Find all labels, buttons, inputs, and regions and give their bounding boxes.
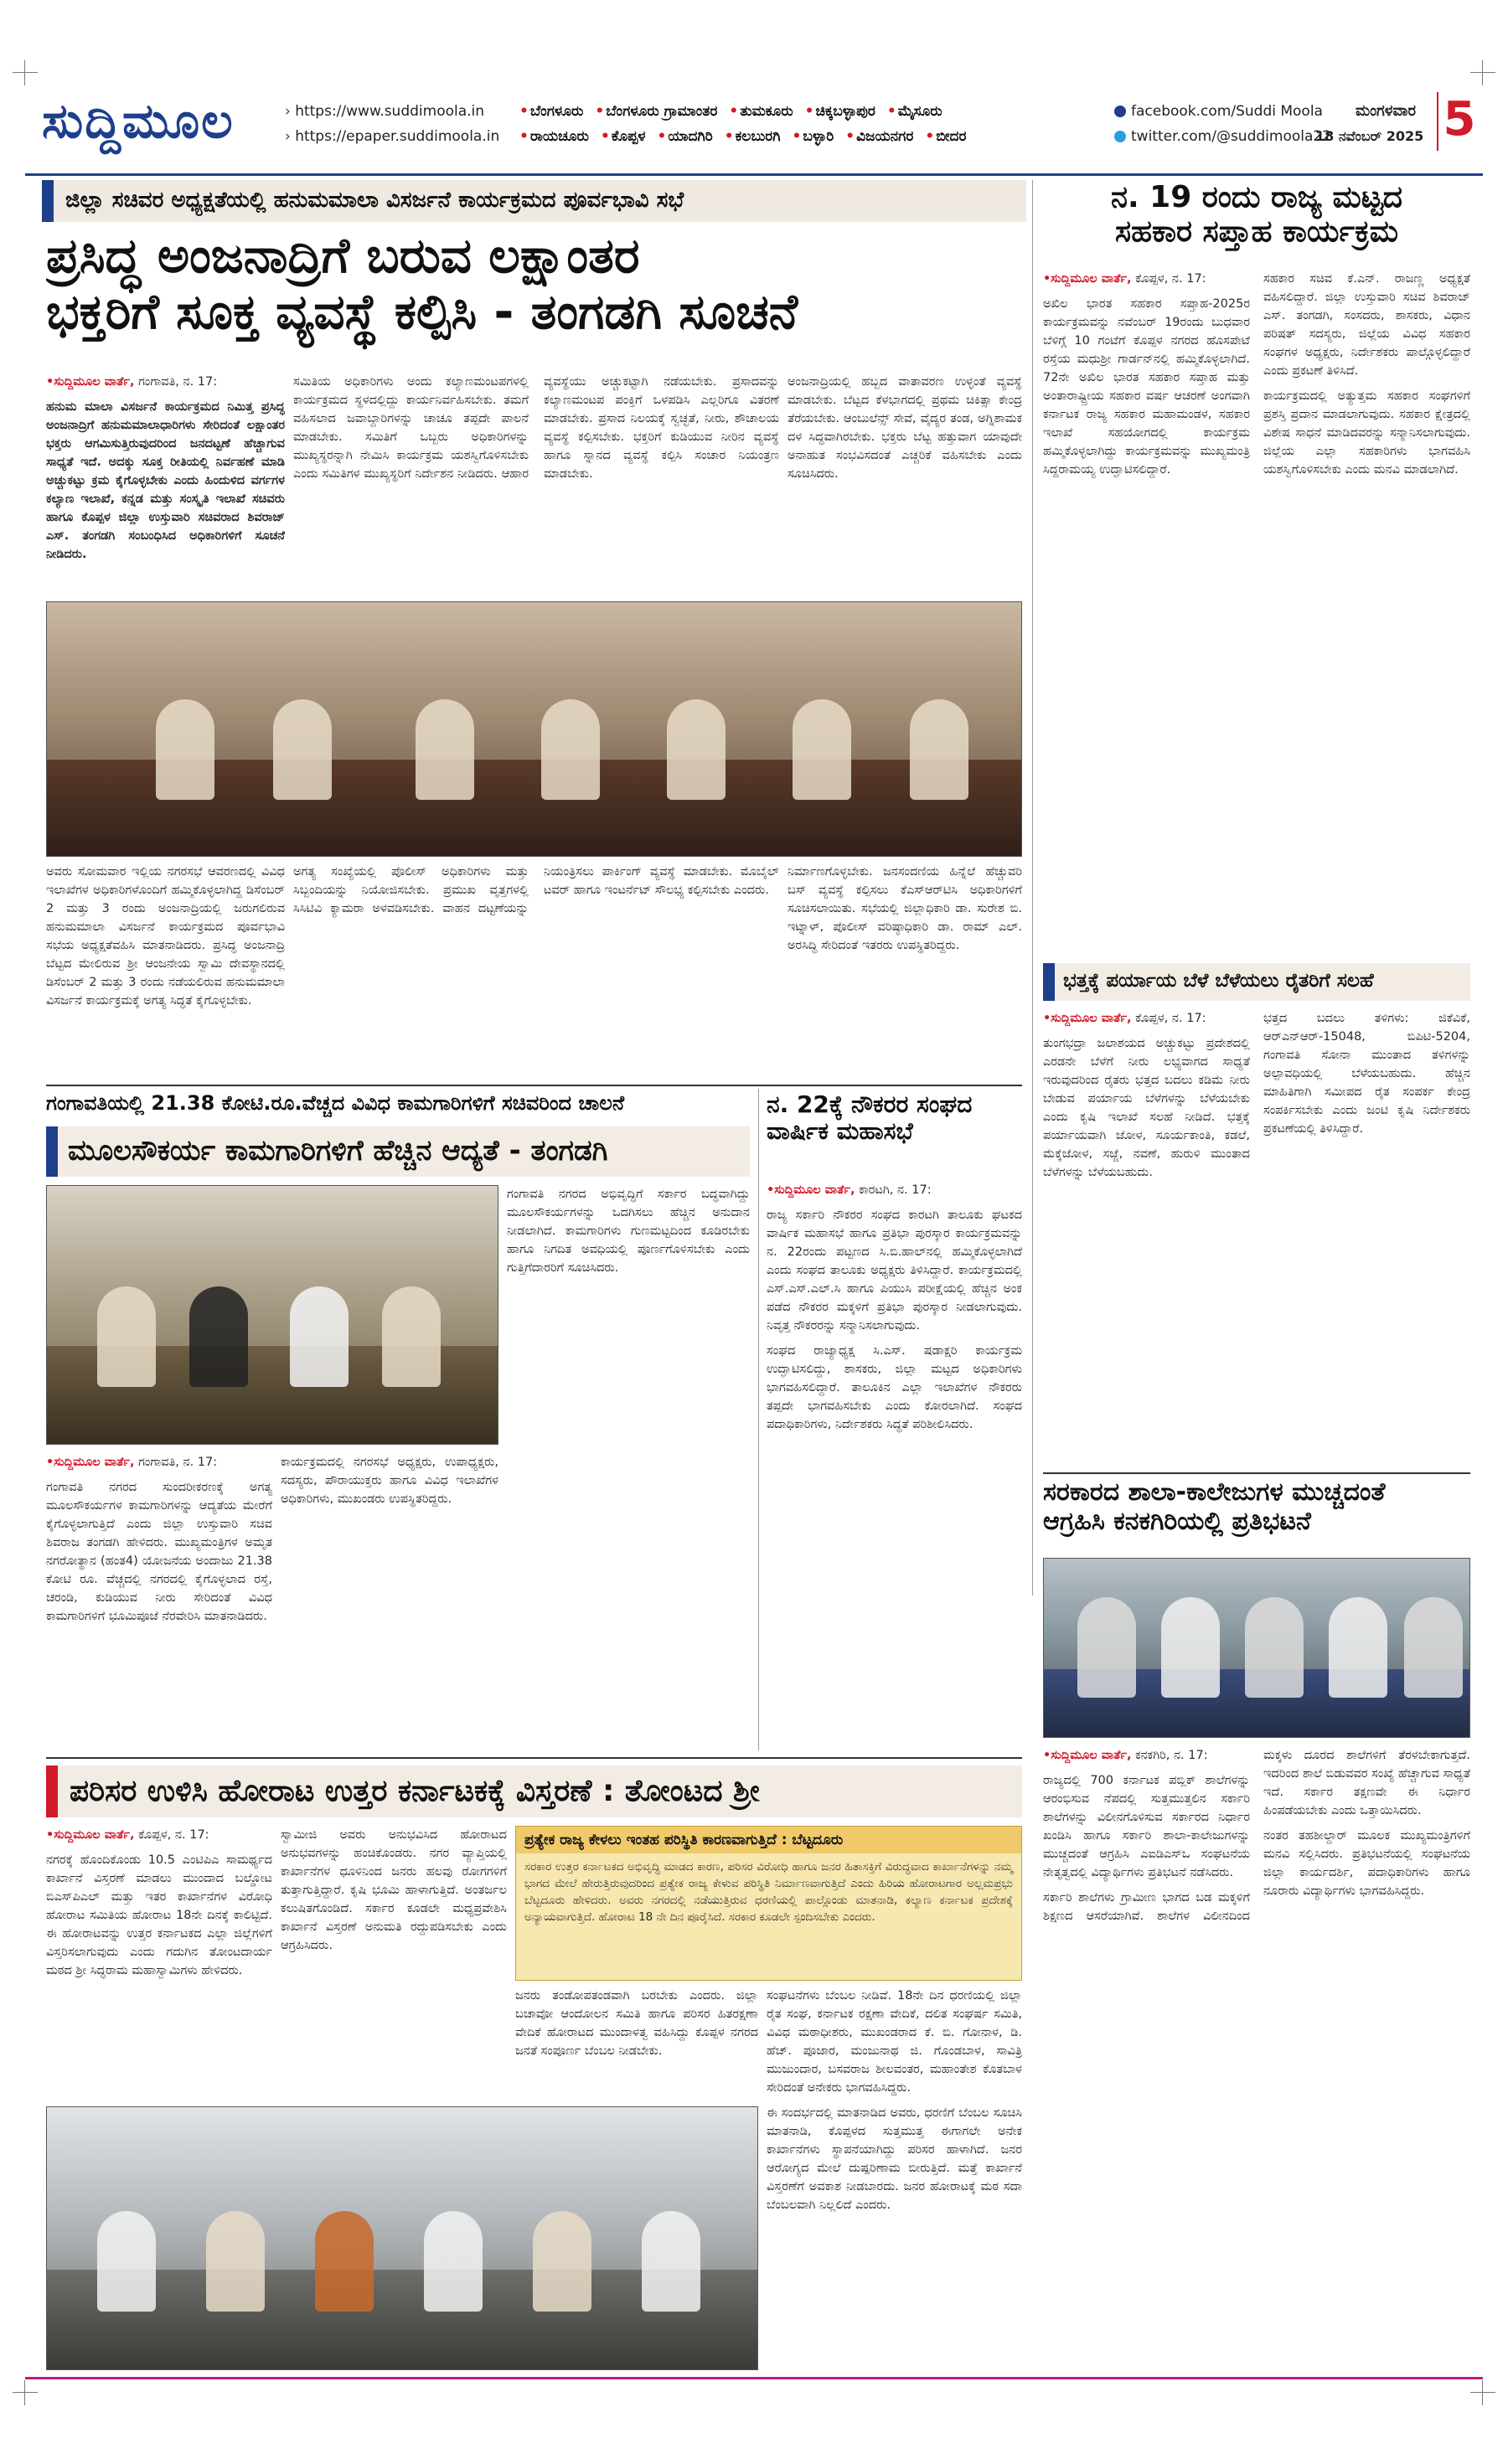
sahakara-headline-line2: ಸಹಕಾರ ಸಪ್ತಾಹ ಕಾರ್ಯಕ್ರಮ [1114, 214, 1399, 250]
city-item: • ಮೈಸೂರು [887, 103, 942, 120]
lead-column-3 [788, 373, 1022, 595]
lead-after-photo: ಅವರು ಸೋಮವಾರ ಇಲ್ಲಿಯ ನಗರಸಭೆ ಆವರಣದಲ್ಲಿ ವಿವಿಧ ಇಲಾಖೆಗಳ ಅಧಿಕಾರಿಗಳೊಂದಿಗೆ ಹಮ್ಮಿಕೊಳ್ಳಲಾಗಿದ್ದ ಡಿಸೆಂಬರ್ 2 ಮತ್ತು 3 ರಂದು ಅಂಜನಾದ್ರಿಯಲ್ಲಿ ಜರುಗಲಿರುವ ಹನುಮಮಾಲಾ ವಿಸರ್ಜನೆ ಕಾರ್ಯಕ್ರಮದ ಪೂರ್ವಭಾವಿ ಸಭೆಯ ಅಧ್ಯಕ್ಷತೆವಹಿಸಿ ಮಾತನಾಡಿದರು. ಪ್ರಸಿದ್ಧ ಅಂಜನಾದ್ರಿ ಬೆಟ್ಟದ ಮೇಲಿರುವ ಶ್ರೀ ಆಂಜನೇಯ ಸ್ವಾಮಿ ದೇವಸ್ಥಾನದಲ್ಲಿ ಡಿಸೆಂಬರ್ 2 ಮತ್ತು 3 ರಂದು ನಡೆಯಲಿರುವ ಹನುಮಮಾಲಾ ವಿಸರ್ಜನೆ ಕಾರ್ಯಕ್ರಮಕ್ಕೆ ಅಗತ್ಯ ಸಿದ್ಧತೆ ಕೈಗೊಳ್ಳಬೇಕು. [46, 865, 285, 1008]
naukar-headline-line1: ನ. 22ಕ್ಕೆ ನೌಕರರ ಸಂಘದ [767, 1091, 973, 1118]
city-item: • ರಾಯಚೂರು [519, 128, 589, 145]
parisara-column-2 [281, 1826, 507, 2098]
issue-date-text: 18 ನವೆಂಬರ್ 2025 [1315, 128, 1424, 144]
parisara-box-title: ಪ್ರತ್ಯೇಕ ರಾಜ್ಯ ಕೇಳಲು ಇಂತಹ ಪರಿಸ್ಥಿತಿ ಕಾರಣವಾಗುತ್ತಿದೆ : ಬೆಟ್ಟದೂರು [516, 1827, 1021, 1853]
gangavati-headline-box [46, 1126, 750, 1177]
gangavati-body: ಗಂಗಾವತಿ ನಗರದ ಸುಂದರೀಕರಣಕ್ಕೆ ಅಗತ್ಯ ಮೂಲಸೌಕರ್ಯಗಳ ಕಾಮಗಾರಿಗಳನ್ನು ಆದ್ಯತೆಯ ಮೇರೆಗೆ ಕೈಗೊಳ್ಳಲಾಗುತ್ತಿದೆ ಎಂದು ಜಿಲ್ಲಾ ಉಸ್ತುವಾರಿ ಸಚಿವ ಶಿವರಾಜ ತಂಗಡಗಿ ಹೇಳಿದರು. ಮುಖ್ಯಮಂತ್ರಿಗಳ ಅಮೃತ ನಗರೋತ್ಥಾನ (ಹಂತ4) ಯೋಜನೆಯ ಅಂದಾಜು 21.38 ಕೋಟಿ ರೂ. ವೆಚ್ಚದಲ್ಲಿ ನಗರದಲ್ಲಿ ಕೈಗೊಳ್ಳಲಾದ ರಸ್ತೆ, ಚರಂಡಿ, ಕುಡಿಯುವ ನೀರು ಸೇರಿದಂತೆ ವಿವಿಧ ಕಾಮಗಾರಿಗಳಿಗೆ ಭೂಮಿಪೂಜೆ ನೆರವೇರಿಸಿ ಮಾತನಾಡಿದರು. [46, 1481, 272, 1623]
page-bottom-rule [25, 2377, 1483, 2379]
lead-kicker-box [42, 180, 1026, 222]
sahakara-body-text-3: ಕಾರ್ಯಕ್ರಮದಲ್ಲಿ ಅತ್ಯುತ್ತಮ ಸಹಕಾರ ಸಂಘಗಳಿಗೆ ಪ್ರಶಸ್ತಿ ಪ್ರದಾನ ಮಾಡಲಾಗುವುದು. ಸಹಕಾರ ಕ್ಷೇತ್ರದಲ್ಲಿ ವಿಶೇಷ ಸಾಧನೆ ಮಾಡಿದವರನ್ನು ಸನ್ಮಾನಿಸಲಾಗುವುದು. ಜಿಲ್ಲೆಯ ಎಲ್ಲಾ ಸಹಕಾರಿಗಳು ಭಾಗವಹಿಸಿ ಯಶಸ್ವಿಗೊಳಿಸಬೇಕು ಎಂದು ಮನವಿ ಮಾಡಲಾಗಿದೆ. [1263, 389, 1470, 477]
city-item: • ಕೊಪ್ಪಳ [601, 128, 646, 145]
parisara-body-5: ಸಂಘಟನೆಗಳು ಬೆಂಬಲ ನೀಡಿವೆ. 18ನೇ ದಿನ ಧರಣಿಯಲ್ಲಿ ಜಿಲ್ಲಾ ರೈತ ಸಂಘ, ಕರ್ನಾಟಕ ರಕ್ಷಣಾ ವೇದಿಕೆ, ದಲಿತ ಸಂಘರ್ಷ ಸಮಿತಿ, ವಿವಿಧ ಮಠಾಧೀಶರು, ಮುಖಂಡರಾದ ಕೆ. ಬಿ. ಗೋನಾಳ, ಡಿ. ಹೆಚ್. ಪೂಜಾರ, ಮಂಜುನಾಥ ಜಿ. ಗೊಂಡಬಾಳ, ಸಾವಿತ್ರಿ ಮುಜುಂದಾರ, ಬಸವರಾಜ ಶೀಲವಂತರ, ಮಹಾಂತೇಶ ಕೊತಬಾಳ ಸೇರಿದಂತೆ ಅನೇಕರು ಭಾಗವಹಿಸಿದ್ದರು. [767, 1989, 1022, 2095]
dateline: ಕನಕಗಿರಿ, ನ. 17: [1131, 1749, 1208, 1762]
parisara-photo [46, 2106, 758, 2370]
byline: •ಸುದ್ದಿಮೂಲ ವಾರ್ತೆ, [1043, 272, 1132, 286]
city-item: • ಬಳ್ಳಾರಿ [793, 128, 834, 145]
gangavati-column-1 [46, 1453, 272, 1746]
parisara-headline: ಪರಿಸರ ಉಳಿಸಿ ಹೋರಾಟ ಉತ್ತರ ಕರ್ನಾಟಕಕ್ಕೆ ವಿಸ್ತರಣೆ : ತೋಂಟದ ಶ್ರೀ [70, 1774, 760, 1808]
shale-headline-line1: ಸರಕಾರದ ಶಾಲಾ-ಕಾಲೇಜುಗಳ ಮುಚ್ಚದಂತೆ [1043, 1478, 1386, 1507]
section-divider [46, 1085, 1022, 1086]
city-item: • ಕಲಬುರಗಿ [725, 128, 781, 145]
city-item: • ಬೀದರ [925, 128, 966, 145]
twitter-link[interactable]: twitter.com/@suddimoola22 [1131, 128, 1332, 145]
parisara-body: ನಗರಕ್ಕೆ ಹೊಂದಿಕೊಂಡು 10.5 ಎಂಟಿಪಿಎ ಸಾಮರ್ಥ್ಯದ ಕಾರ್ಖಾನೆ ವಿಸ್ತರಣೆ ಮಾಡಲು ಮುಂದಾದ ಬಲ್ಡೋಟ ಬಿಎಸ್‌ಪಿಎಲ್ ಮತ್ತು ಇತರ ಕಾರ್ಖಾನೆಗಳ ವಿರೋಧಿ ಹೋರಾಟ ಸಮಿತಿಯ ಹೋರಾಟ 18ನೇ ದಿನಕ್ಕೆ ಕಾಲಿಟ್ಟಿದೆ. ಈ ಹೋರಾಟವನ್ನು ಉತ್ತರ ಕರ್ನಾಟಕದ ಎಲ್ಲಾ ಜಿಲ್ಲೆಗಳಿಗೆ ವಿಸ್ತರಿಸಲಾಗುವುದು ಎಂದು ಗದುಗಿನ ತೋಂಟದಾರ್ಯ ಮಠದ ಶ್ರೀ ಸಿದ್ಧರಾಮ ಮಹಾಸ್ವಾಮಿಗಳು ಹೇಳಿದರು. [46, 1853, 272, 1977]
sahakara-headline [1043, 180, 1470, 264]
twitter-icon [1114, 131, 1126, 142]
city-item: • ಬೆಂಗಳೂರು [519, 103, 583, 120]
lead-column-2 [293, 373, 779, 595]
url-list [285, 99, 499, 149]
gangavati-kicker: ಗಂಗಾವತಿಯಲ್ಲಿ 21.38 ಕೋಟಿ.ರೂ.ವೆಚ್ಚದ ವಿವಿಧ ಕಾಮಗಾರಿಗಳಿಗೆ ಸಚಿವರಿಂದ ಚಾಲನೆ [46, 1091, 625, 1115]
city-item: • ವಿಜಯನಗರ [845, 128, 913, 145]
page-number: 5 [1437, 92, 1480, 151]
lead-intro: ಹನುಮ ಮಾಲಾ ವಿಸರ್ಜನೆ ಕಾರ್ಯಕ್ರಮದ ನಿಮಿತ್ತ ಪ್ರಸಿದ್ಧ ಅಂಜನಾದ್ರಿಗೆ ಹನುಮಮಾಲಾಧಾರಿಗಳು ಸೇರಿದಂತೆ ಲಕ್ಷಾಂತರ ಭಕ್ತರು ಆಗಮಿಸುತ್ತಿರುವುದರಿಂದ ಜನದಟ್ಟಣೆ ಹೆಚ್ಚಾಗುವ ಸಾಧ್ಯತೆ ಇದೆ. ಅದಕ್ಕು ಸೂಕ್ತ ರೀತಿಯಲ್ಲಿ ನಿರ್ವಹಣೆ ಮಾಡಿ ಅಚ್ಚುಕಟ್ಟು ಕ್ರಮ ಕೈಗೊಳ್ಳಬೇಕು ಎಂದು ಹಿಂದುಳಿದ ವರ್ಗಗಳ ಕಲ್ಯಾಣ ಇಲಾಖೆ, ಕನ್ನಡ ಮತ್ತು ಸಂಸ್ಕೃತಿ ಇಲಾಖೆ ಸಚಿವರು ಹಾಗೂ ಕೊಪ್ಪಳ ಜಿಲ್ಲಾ ಉಸ್ತುವಾರಿ ಸಚಿವರಾದ ಶಿವರಾಜ್ ಎಸ್. ತಂಗಡಗಿ ಸಂಬಂಧಿಸಿದ ಅಧಿಕಾರಿಗಳಿಗೆ ಸೂಚನೆ ನೀಡಿದರು. [46, 400, 285, 561]
dateline: ಕೊಪ್ಪಳ, ನ. 17: [1131, 1012, 1206, 1025]
newspaper-logo: ಸುದ್ದಿಮೂಲ [42, 92, 235, 149]
parisara-body-4: ಜನರು ತಂಡೋಪತಂಡವಾಗಿ ಬರಬೇಕು ಎಂದರು. ಜಿಲ್ಲಾ ಬಚಾವೋ ಆಂದೋಲನ ಸಮಿತಿ ಹಾಗೂ ಪರಿಸರ ಹಿತರಕ್ಷಣಾ ವೇದಿಕೆ ಹೋರಾಟದ ಮುಂದಾಳತ್ವ ವಹಿಸಿದ್ದು ಕೊಪ್ಪಳ ನಗರದ ಜನತೆ ಸಂಪೂರ್ಣ ಬೆಂಬಲ ನೀಡಬೇಕು. [515, 1989, 758, 2058]
city-item: • ಯಾದಗಿರಿ [657, 128, 712, 145]
dateline: ಕಾರಟಗಿ, ನ. 17: [855, 1183, 932, 1197]
crop-mark-top-right [1470, 60, 1495, 85]
lead-photo [46, 601, 1022, 857]
lead-headline [46, 228, 1022, 362]
epaper-link[interactable]: › https://epaper.suddimoola.in [285, 124, 499, 149]
dateline: ಗಂಗಾವತಿ, ನ. 17: [134, 1456, 218, 1469]
gangavati-column-3 [507, 1185, 750, 1746]
issue-day: ಮಂಗಳವಾರ [1355, 102, 1416, 120]
shale-headline-line2: ಆಗ್ರಹಿಸಿ ಕನಕಗಿರಿಯಲ್ಲಿ ಪ್ರತಿಭಟನೆ [1043, 1506, 1311, 1536]
city-item: • ಚಿಕ್ಕಬಳ್ಳಾಪುರ [805, 103, 875, 120]
byline: •ಸುದ್ದಿಮೂಲ ವಾರ್ತೆ, [767, 1183, 855, 1197]
section-divider [1043, 1472, 1470, 1474]
gangavati-photo [46, 1185, 498, 1445]
byline: •ಸುದ್ದಿಮೂಲ ವಾರ್ತೆ, [46, 375, 135, 389]
shale-body-text-3: ನಂತರ ತಹಶೀಲ್ದಾರ್ ಮೂಲಕ ಮುಖ್ಯಮಂತ್ರಿಗಳಿಗೆ ಮನವಿ ಸಲ್ಲಿಸಿದರು. ಪ್ರತಿಭಟನೆಯಲ್ಲಿ ಸಂಘಟನೆಯ ಜಿಲ್ಲಾ ಕಾರ್ಯದರ್ಶಿ, ಪದಾಧಿಕಾರಿಗಳು ಹಾಗೂ ನೂರಾರು ವಿದ್ಯಾರ್ಥಿಗಳು ಭಾಗವಹಿಸಿದ್ದರು. [1263, 1829, 1470, 1898]
issue-date [1315, 99, 1424, 149]
sahakara-body [1043, 270, 1470, 956]
facebook-icon [1114, 106, 1126, 117]
naukar-body-text-2: ಸಂಘದ ರಾಜ್ಯಾಧ್ಯಕ್ಷ ಸಿ.ಎಸ್. ಷಡಾಕ್ಷರಿ ಕಾರ್ಯಕ್ರಮ ಉದ್ಘಾಟಿಸಲಿದ್ದು, ಶಾಸಕರು, ಜಿಲ್ಲಾ ಮಟ್ಟದ ಅಧಿಕಾರಿಗಳು ಭಾಗವಹಿಸಲಿದ್ದಾರೆ. ತಾಲೂಕಿನ ಎಲ್ಲಾ ಇಲಾಖೆಗಳ ನೌಕರರು ತಪ್ಪದೇ ಭಾಗವಹಿಸಬೇಕು ಎಂದು ಕೋರಲಾಗಿದೆ. ಸಂಘದ ಪದಾಧಿಕಾರಿಗಳು, ನಿರ್ದೇಶಕರು ಸಿದ್ಧತೆ ಪರಿಶೀಲಿಸಿದರು. [767, 1344, 1022, 1431]
gangavati-body-2: ಗಂಗಾವತಿ ನಗರದ ಅಭಿವೃದ್ಧಿಗೆ ಸರ್ಕಾರ ಬದ್ಧವಾಗಿದ್ದು ಮೂಲಸೌಕರ್ಯಗಳನ್ನು ಒದಗಿಸಲು ಹೆಚ್ಚಿನ ಅನುದಾನ ನೀಡಲಾಗಿದೆ. ಕಾಮಗಾರಿಗಳು ಗುಣಮಟ್ಟದಿಂದ ಕೂಡಿರಬೇಕು ಹಾಗೂ ನಿಗದಿತ ಅವಧಿಯಲ್ಲಿ ಪೂರ್ಣಗೊಳಿಸಬೇಕು ಎಂದು ಗುತ್ತಿಗೆದಾರರಿಗೆ ಸೂಚಿಸಿದರು. [507, 1188, 750, 1275]
shale-body-text-2: ಸರ್ಕಾರಿ ಶಾಲೆಗಳು ಗ್ರಾಮೀಣ ಭಾಗದ ಬಡ ಮಕ್ಕಳಿಗೆ ಶಿಕ್ಷಣದ ಆಸರೆಯಾಗಿವೆ. ಶಾಲೆಗಳ ವಿಲೀನದಿಂದ ಮಕ್ಕಳು ದೂರದ ಶಾಲೆಗಳಿಗೆ ತೆರಳಬೇಕಾಗುತ್ತದೆ. ಇದರಿಂದ ಶಾಲೆ ಬಿಡುವವರ ಸಂಖ್ಯೆ ಹೆಚ್ಚಾಗುವ ಸಾಧ್ಯತೆ ಇದೆ. ಸರ್ಕಾರ ತಕ್ಷಣವೇ ಈ ನಿರ್ಧಾರ ಹಿಂಪಡೆಯಬೇಕು ಎಂದು ಒತ್ತಾಯಿಸಿದರು. [1043, 1749, 1470, 1923]
shale-photo [1043, 1558, 1470, 1738]
city-item: • ತುಮಕೂರು [729, 103, 793, 120]
lead-column-6 [788, 863, 1022, 1076]
naukar-headline [767, 1091, 1022, 1175]
masthead [25, 84, 1483, 176]
bhatta-headline: ಭತ್ತಕ್ಕೆ ಪರ್ಯಾಯ ಬೆಳೆ ಬೆಳೆಯಲು ರೈತರಿಗೆ ಸಲಹೆ [1063, 970, 1374, 992]
naukar-headline-line2: ವಾರ್ಷಿಕ ಮಹಾಸಭೆ [767, 1117, 913, 1146]
section-divider [46, 1757, 1022, 1759]
sahakara-headline-line1: ನ. 19 ರಂದು ರಾಜ್ಯ ಮಟ್ಟದ [1110, 180, 1403, 214]
social-links [1114, 99, 1331, 149]
bhatta-headline-box [1043, 963, 1470, 1001]
parisara-box-text: ಸರಕಾರ ಉತ್ತರ ಕರ್ನಾಟಕದ ಅಭಿವೃದ್ಧಿ ಮಾಡದ ಕಾರಣ, ಪರಿಸರ ವಿರೋಧಿ ಹಾಗೂ ಜನರ ಹಿತಾಸಕ್ತಿಗೆ ವಿರುದ್ಧವಾದ ಕಾರ್ಖಾನೆಗಳನ್ನು ನಮ್ಮ ಭಾಗದ ಮೇಲೆ ಹೇರುತ್ತಿರುವುದರಿಂದ ಪ್ರತ್ಯೇಕ ರಾಜ್ಯ ಕೇಳುವ ಪರಿಸ್ಥಿತಿ ನಿರ್ಮಾಣವಾಗುತ್ತಿದೆ ಎಂದು ಹಿರಿಯ ಹೋರಾಟಗಾರ ಅಲ್ಲಮಪ್ರಭು ಬೆಟ್ಟದೂರು ಹೇಳಿದರು. ಅವರು ನಗರದಲ್ಲಿ ನಡೆಯುತ್ತಿರುವ ಧರಣಿಯಲ್ಲಿ ಪಾಲ್ಗೊಂಡು ಮಾತನಾಡಿ, ಕಲ್ಯಾಣ ಕರ್ನಾಟಕ ಪ್ರದೇಶಕ್ಕೆ ಅನ್ಯಾಯವಾಗುತ್ತಿದೆ. ಹೋರಾಟ 18 ನೇ ದಿನ ಪೂರೈಸಿದೆ. ಸರಕಾರ ಕೂಡಲೇ ಸ್ಪಂದಿಸಬೇಕು ಎಂದರು. [524, 1860, 1013, 1924]
gangavati-body-3: ಕಾರ್ಯಕ್ರಮದಲ್ಲಿ ನಗರಸಭೆ ಅಧ್ಯಕ್ಷರು, ಉಪಾಧ್ಯಕ್ಷರು, ಸದಸ್ಯರು, ಪೌರಾಯುಕ್ತರು ಹಾಗೂ ವಿವಿಧ ಇಲಾಖೆಗಳ ಅಧಿಕಾರಿಗಳು, ಮುಖಂಡರು ಉಪಸ್ಥಿತರಿದ್ದರು. [281, 1456, 498, 1506]
lead-column-5 [293, 863, 779, 1076]
dateline: ಕೊಪ್ಪಳ, ನ. 17: [134, 1828, 209, 1842]
byline: •ಸುದ್ದಿಮೂಲ ವಾರ್ತೆ, [46, 1456, 135, 1469]
shale-headline [1043, 1478, 1470, 1554]
parisara-side-box [515, 1826, 1022, 1981]
parisara-headline-box [46, 1766, 1022, 1817]
crop-mark-bottom-left [13, 2380, 38, 2405]
lead-after-photo-3: ನಿರ್ಮಾಣಗೊಳ್ಳಬೇಕು. ಜನಸಂದಣಿಯ ಹಿನ್ನೆಲೆ ಹೆಚ್ಚುವರಿ ಬಸ್ ವ್ಯವಸ್ಥೆ ಕಲ್ಪಿಸಲು ಕೆಎಸ್ಆರ್‌ಟಿಸಿ ಅಧಿಕಾರಿಗಳಿಗೆ ಸೂಚಿಸಲಾಯಿತು. ಸಭೆಯಲ್ಲಿ ಜಿಲ್ಲಾಧಿಕಾರಿ ಡಾ. ಸುರೇಶ ಬಿ. ಇಟ್ನಾಳ್, ಪೊಲೀಸ್ ವರಿಷ್ಠಾಧಿಕಾರಿ ಡಾ. ರಾಮ್ ಎಲ್. ಅರಸಿದ್ಧಿ ಸೇರಿದಂತೆ ಇತರರು ಉಪಸ್ಥಿತರಿದ್ದರು. [788, 865, 1022, 952]
shale-body [1043, 1746, 1470, 2370]
byline: •ಸುದ್ದಿಮೂಲ ವಾರ್ತೆ, [46, 1828, 135, 1842]
lead-body-2: ಅಂಜನಾದ್ರಿಯಲ್ಲಿ ಹಬ್ಬದ ವಾತಾವರಣ ಉಳ್ಳಂತೆ ವ್ಯವಸ್ಥೆ ಮಾಡಬೇಕು. ಬೆಟ್ಟದ ಕೆಳಭಾಗದಲ್ಲಿ ಪ್ರಥಮ ಚಿಕಿತ್ಸಾ ಕೇಂದ್ರ ತೆರೆಯಬೇಕು. ಆಂಬುಲೆನ್ಸ್ ಸೇವೆ, ವೈದ್ಯರ ತಂಡ, ಅಗ್ನಿಶಾಮಕ ದಳ ಸಿದ್ಧವಾಗಿರಬೇಕು. ಭಕ್ತರು ಬೆಟ್ಟ ಹತ್ತುವಾಗ ಯಾವುದೇ ಅನಾಹುತ ಸಂಭವಿಸದಂತೆ ಎಚ್ಚರಿಕೆ ವಹಿಸಬೇಕು ಎಂದು ಸೂಚಿಸಿದರು. [788, 375, 1022, 481]
lead-column-1 [46, 373, 285, 595]
bhatta-body-text: ತುಂಗಭದ್ರಾ ಜಲಾಶಯದ ಅಚ್ಚುಕಟ್ಟು ಪ್ರದೇಶದಲ್ಲಿ ಎರಡನೇ ಬೆಳೆಗೆ ನೀರು ಲಭ್ಯವಾಗದ ಸಾಧ್ಯತೆ ಇರುವುದರಿಂದ ರೈತರು ಭತ್ತದ ಬದಲು ಕಡಿಮೆ ನೀರು ಬೇಡುವ ಪರ್ಯಾಯ ಬೆಳೆಗಳನ್ನು ಬೆಳೆಯಬೇಕು ಎಂದು ಕೃಷಿ ಇಲಾಖೆ ಸಲಹೆ ನೀಡಿದೆ. ಭತ್ತಕ್ಕೆ ಪರ್ಯಾಯವಾಗಿ ಜೋಳ, ಸೂರ್ಯಕಾಂತಿ, ಕಡಲೆ, ಮೆಕ್ಕೆಜೋಳ, ಸಜ್ಜೆ, ನವಣೆ, ಹುರುಳಿ ಮುಂತಾದ ಬೆಳೆಗಳನ್ನು ಬೆಳೆಯಬಹುದು. [1043, 1037, 1250, 1179]
city-editions [519, 99, 979, 149]
naukar-body-text: ರಾಜ್ಯ ಸರ್ಕಾರಿ ನೌಕರರ ಸಂಘದ ಕಾರಟಗಿ ತಾಲೂಕು ಘಟಕದ ವಾರ್ಷಿಕ ಮಹಾಸಭೆ ಹಾಗೂ ಪ್ರತಿಭಾ ಪುರಸ್ಕಾರ ಕಾರ್ಯಕ್ರಮವನ್ನು ನ. 22ರಂದು ಪಟ್ಟಣದ ಸಿ.ಬಿ.ಹಾಲ್‌ನಲ್ಲಿ ಹಮ್ಮಿಕೊಳ್ಳಲಾಗಿದೆ ಎಂದು ಸಂಘದ ತಾಲೂಕು ಅಧ್ಯಕ್ಷರು ತಿಳಿಸಿದ್ದಾರೆ. ಕಾರ್ಯಕ್ರಮದಲ್ಲಿ ಎಸ್.ಎಸ್.ಎಲ್.ಸಿ ಹಾಗೂ ಪಿಯುಸಿ ಪರೀಕ್ಷೆಯಲ್ಲಿ ಹೆಚ್ಚಿನ ಅಂಕ ಪಡೆದ ನೌಕರರ ಮಕ್ಕಳಿಗೆ ಪ್ರತಿಭಾ ಪುರಸ್ಕಾರ ನೀಡಲಾಗುವುದು. ನಿವೃತ್ತ ನೌಕರರನ್ನು ಸನ್ಮಾನಿಸಲಾಗುವುದು. [767, 1209, 1022, 1333]
parisara-body-3: ಸ್ವಾಮೀಜಿ ಅವರು ಅನುಭವಿಸಿದ ಹೋರಾಟದ ಅನುಭವಗಳನ್ನು ಹಂಚಿಕೊಂಡರು. ನಗರ ವ್ಯಾಪ್ತಿಯಲ್ಲಿ ಕಾರ್ಖಾನೆಗಳ ಧೂಳಿನಿಂದ ಜನರು ಹಲವು ರೋಗಗಳಿಗೆ ತುತ್ತಾಗುತ್ತಿದ್ದಾರೆ. ಕೃಷಿ ಭೂಮಿ ಹಾಳಾಗುತ್ತಿದೆ. ಅಂತರ್ಜಲ ಕಲುಷಿತಗೊಂಡಿದೆ. ಸರ್ಕಾರ ಕೂಡಲೇ ಮಧ್ಯಪ್ರವೇಶಿಸಿ ಕಾರ್ಖಾನೆ ವಿಸ್ತರಣೆ ಅನುಮತಿ ರದ್ದುಪಡಿಸಬೇಕು ಎಂದು ಆಗ್ರಹಿಸಿದರು. [281, 1828, 507, 1952]
lead-headline-line1: ಪ್ರಸಿದ್ಧ ಅಂಜನಾದ್ರಿಗೆ ಬರುವ ಲಕ್ಷಾಂತರ [46, 228, 640, 284]
facebook-link[interactable]: facebook.com/Suddi Moola [1131, 103, 1323, 120]
parisara-column-4 [515, 1987, 758, 2100]
lead-headline-line2: ಭಕ್ತರಿಗೆ ಸೂಕ್ತ ವ್ಯವಸ್ಥೆ ಕಲ್ಪಿಸಿ - ತಂಗಡಗಿ ಸೂಚನೆ [46, 282, 798, 340]
parisara-column-5 [767, 1987, 1022, 2368]
naukar-body [767, 1181, 1022, 1746]
crop-mark-bottom-right [1470, 2380, 1495, 2405]
bhatta-body-text-2: ಭತ್ತದ ಬದಲು ತಳಿಗಳು: ಜಿಕೆವಿಕೆ, ಆರ್‌ಎನ್‌ಆರ್-15048, ಬಿಪಿಟಿ-5204, ಗಂಗಾವತಿ ಸೋನಾ ಮುಂತಾದ ತಳಿಗಳನ್ನು ಅಲ್ಪಾವಧಿಯಲ್ಲಿ ಬೆಳೆಯಬಹುದು. ಹೆಚ್ಚಿನ ಮಾಹಿತಿಗಾಗಿ ಸಮೀಪದ ರೈತ ಸಂಪರ್ಕ ಕೇಂದ್ರ ಸಂಪರ್ಕಿಸಬೇಕು ಎಂದು ಜಂಟಿ ಕೃಷಿ ನಿರ್ದೇಶಕರು ಪ್ರಕಟಣೆಯಲ್ಲಿ ತಿಳಿಸಿದ್ದಾರೆ. [1263, 1012, 1470, 1136]
column-divider [1032, 180, 1033, 1595]
crop-mark-top-left [13, 60, 38, 85]
sahakara-body-text: ಅಖಿಲ ಭಾರತ ಸಹಕಾರ ಸಪ್ತಾಹ-2025ರ ಕಾರ್ಯಕ್ರಮವನ್ನು ನವೆಂಬರ್ 19ರಂದು ಬುಧವಾರ ಬೆಳಿಗ್ಗೆ 10 ಗಂಟೆಗೆ ಕೊಪ್ಪಳ ನಗರದ ಹೊಸಪೇಟೆ ರಸ್ತೆಯ ಮಧುಶ್ರೀ ಗಾರ್ಡನ್‌ನಲ್ಲಿ ಹಮ್ಮಿಕೊಳ್ಳಲಾಗಿದೆ. 72ನೇ ಅಖಿಲ ಭಾರತ ಸಹಕಾರ ಸಪ್ತಾಹ ಮತ್ತು ಅಂತಾರಾಷ್ಟ್ರೀಯ ಸಹಕಾರ ವರ್ಷ ಆಚರಣೆ ಅಂಗವಾಗಿ ಕರ್ನಾಟಕ ರಾಜ್ಯ ಸಹಕಾರ ಮಹಾಮಂಡಳ, ಸಹಕಾರ ಇಲಾಖೆ ಸಹಯೋಗದಲ್ಲಿ ಕಾರ್ಯಕ್ರಮ ಹಮ್ಮಿಕೊಳ್ಳಲಾಗಿದ್ದು ಕಾರ್ಯಕ್ರಮವನ್ನು ಮುಖ್ಯಮಂತ್ರಿ ಸಿದ್ದರಾಮಯ್ಯ ಉದ್ಘಾಟಿಸಲಿದ್ದಾರೆ. [1043, 297, 1250, 477]
lead-body: ಸಮಿತಿಯ ಅಧಿಕಾರಿಗಳು ಅಂದು ಕಲ್ಯಾಣಮಂಟಪಗಳಲ್ಲಿ ಕಾರ್ಯಕ್ರಮದ ಸ್ಥಳದಲ್ಲಿದ್ದು ಕಾರ್ಯನಿರ್ವಹಿಸಬೇಕು. ತಮಗೆ ವಹಿಸಲಾದ ಜವಾಬ್ದಾರಿಗಳನ್ನು ಚಾಚೂ ತಪ್ಪದೇ ಪಾಲನೆ ಮಾಡಬೇಕು. ಸಮಿತಿಗೆ ಒಬ್ಬರು ಅಧಿಕಾರಿಗಳನ್ನು ಮುಖ್ಯಸ್ಥರನ್ನಾಗಿ ನೇಮಿಸಿ ಕಾರ್ಯಕ್ರಮ ಯಶಸ್ವಿಗೊಳಿಸಬೇಕು ಎಂದು ಸಮಿತಿಗಳ ಮುಖ್ಯಸ್ಥರಿಗೆ ನಿರ್ದೇಶನ ನೀಡಿದರು. ಆಹಾರ ವ್ಯವಸ್ಥೆಯು ಅಚ್ಚುಕಟ್ಟಾಗಿ ನಡೆಯಬೇಕು. ಪ್ರಸಾದವನ್ನು ಕಲ್ಯಾಣಮಂಟಪ ಪಂಕ್ತಿಗೆ ಒಳಪಡಿಸಿ ಎಲ್ಲರಿಗೂ ವಿತರಣೆ ಮಾಡಬೇಕು. ಪ್ರಸಾದ ನಿಲಯಕ್ಕೆ ಸ್ವಚ್ಛತೆ, ನೀರು, ಶೌಚಾಲಯ ವ್ಯವಸ್ಥೆ ಕಲ್ಪಿಸಬೇಕು. ಭಕ್ತರಿಗೆ ಕುಡಿಯುವ ನೀರಿನ ವ್ಯವಸ್ಥೆ ಹಾಗೂ ಸ್ನಾನದ ವ್ಯವಸ್ಥೆ ಕಲ್ಪಿಸಿ ಸಂಚಾರ ನಿಯಂತ್ರಣ ಮಾಡಬೇಕು. [293, 375, 779, 481]
byline: •ಸುದ್ದಿಮೂಲ ವಾರ್ತೆ, [1043, 1012, 1132, 1025]
website-link[interactable]: › https://www.suddimoola.in [285, 99, 499, 124]
column-divider [758, 1089, 759, 1750]
lead-kicker: ಜಿಲ್ಲಾ ಸಚಿವರ ಅಧ್ಯಕ್ಷತೆಯಲ್ಲಿ ಹನುಮಮಾಲಾ ವಿಸರ್ಜನೆ ಕಾರ್ಯಕ್ರಮದ ಪೂರ್ವಭಾವಿ ಸಭೆ [65, 188, 684, 213]
bhatta-body [1043, 1009, 1470, 1466]
city-item: • ಬೆಂಗಳೂರು ಗ್ರಾಮಾಂತರ [595, 103, 717, 120]
gangavati-headline: ಮೂಲಸೌಕರ್ಯ ಕಾಮಗಾರಿಗಳಿಗೆ ಹೆಚ್ಚಿನ ಆದ್ಯತೆ - ತಂಗಡಗಿ [68, 1134, 608, 1168]
sahakara-body-text-2: ಸಹಕಾರ ಸಚಿವ ಕೆ.ಎನ್. ರಾಜಣ್ಣ ಅಧ್ಯಕ್ಷತೆ ವಹಿಸಲಿದ್ದಾರೆ. ಜಿಲ್ಲಾ ಉಸ್ತುವಾರಿ ಸಚಿವ ಶಿವರಾಜ್ ಎಸ್. ತಂಗಡಗಿ, ಸಂಸದರು, ಶಾಸಕರು, ವಿಧಾನ ಪರಿಷತ್ ಸದಸ್ಯರು, ಜಿಲ್ಲೆಯ ವಿವಿಧ ಸಹಕಾರ ಸಂಘಗಳ ಅಧ್ಯಕ್ಷರು, ನಿರ್ದೇಶಕರು ಪಾಲ್ಗೊಳ್ಳಲಿದ್ದಾರೆ ಎಂದು ಪ್ರಕಟಣೆ ತಿಳಿಸಿದೆ. [1263, 272, 1470, 378]
lead-after-photo-2: ಅಗತ್ಯ ಸಂಖ್ಯೆಯಲ್ಲಿ ಪೊಲೀಸ್ ಅಧಿಕಾರಿಗಳು ಮತ್ತು ಸಿಬ್ಬಂದಿಯನ್ನು ನಿಯೋಜಿಸಬೇಕು. ಪ್ರಮುಖ ವೃತ್ತಗಳಲ್ಲಿ ಸಿಸಿಟಿವಿ ಕ್ಯಾಮರಾ ಅಳವಡಿಸಬೇಕು. ವಾಹನ ದಟ್ಟಣೆಯನ್ನು ನಿಯಂತ್ರಿಸಲು ಪಾರ್ಕಿಂಗ್ ವ್ಯವಸ್ಥೆ ಮಾಡಬೇಕು. ಮೊಬೈಲ್ ಟವರ್ ಹಾಗೂ ಇಂಟರ್ನೆಟ್ ಸೌಲಭ್ಯ ಕಲ್ಪಿಸಬೇಕು ಎಂದರು. [293, 865, 779, 915]
dateline: ಕೊಪ್ಪಳ, ನ. 17: [1131, 272, 1206, 286]
shale-body-text: ರಾಜ್ಯದಲ್ಲಿ 700 ಕರ್ನಾಟಕ ಪಬ್ಲಿಕ್ ಶಾಲೆಗಳನ್ನು ಆರಂಭಿಸುವ ನೆಪದಲ್ಲಿ ಸುತ್ತಮುತ್ತಲಿನ ಸರ್ಕಾರಿ ಶಾಲೆಗಳನ್ನು ವಿಲೀನಗೊಳಿಸುವ ಸರ್ಕಾರದ ನಿರ್ಧಾರ ಖಂಡಿಸಿ ಹಾಗೂ ಸರ್ಕಾರಿ ಶಾಲಾ-ಕಾಲೇಜುಗಳನ್ನು ಮುಚ್ಚದಂತೆ ಆಗ್ರಹಿಸಿ ಎಐಡಿಎಸ್ಒ ಸಂಘಟನೆಯ ನೇತೃತ್ವದಲ್ಲಿ ವಿದ್ಯಾರ್ಥಿಗಳು ಪ್ರತಿಭಟನೆ ನಡೆಸಿದರು. [1043, 1774, 1250, 1879]
parisara-column-1 [46, 1826, 272, 2098]
gangavati-column-2 [281, 1453, 498, 1746]
parisara-body-2: ಈ ಸಂದರ್ಭದಲ್ಲಿ ಮಾತನಾಡಿದ ಅವರು, ಧರಣಿಗೆ ಬೆಂಬಲ ಸೂಚಿಸಿ ಮಾತನಾಡಿ, ಕೊಪ್ಪಳದ ಸುತ್ತಮುತ್ತ ಈಗಾಗಲೇ ಅನೇಕ ಕಾರ್ಖಾನೆಗಳು ಸ್ಥಾಪನೆಯಾಗಿದ್ದು ಪರಿಸರ ಹಾಳಾಗಿದೆ. ಜನರ ಆರೋಗ್ಯದ ಮೇಲೆ ದುಷ್ಪರಿಣಾಮ ಬೀರುತ್ತಿದೆ. ಮತ್ತೆ ಕಾರ್ಖಾನೆ ವಿಸ್ತರಣೆಗೆ ಅವಕಾಶ ನೀಡಬಾರದು. ಜನರ ಹೋರಾಟಕ್ಕೆ ಮಠ ಸದಾ ಬೆಂಬಲವಾಗಿ ನಿಲ್ಲಲಿದೆ ಎಂದರು. [767, 2106, 1022, 2212]
byline: •ಸುದ್ದಿಮೂಲ ವಾರ್ತೆ, [1043, 1749, 1132, 1762]
dateline: ಗಂಗಾವತಿ, ನ. 17: [134, 375, 218, 389]
lead-column-4 [46, 863, 285, 1076]
